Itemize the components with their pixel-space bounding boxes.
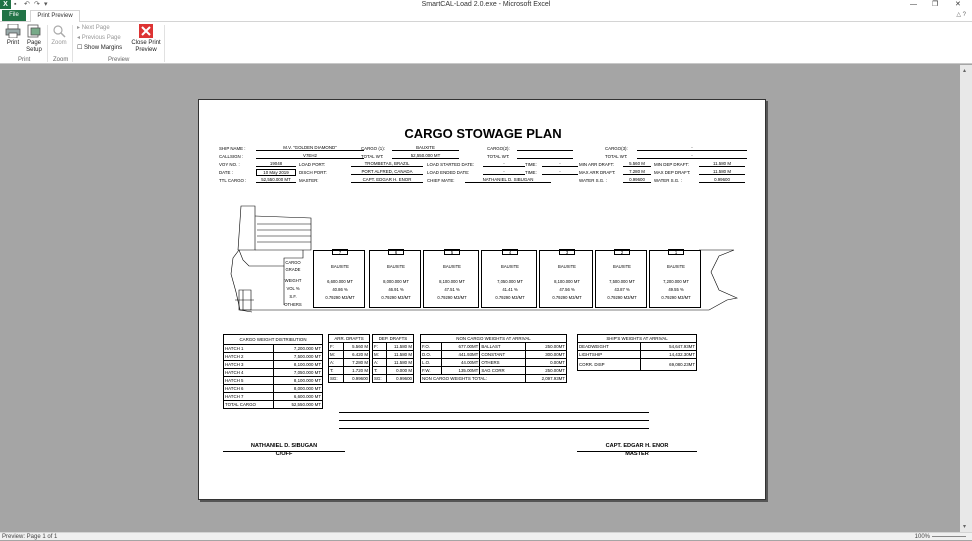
- date-label: DATE :: [219, 170, 233, 175]
- row-label-weight: WEIGHT: [284, 278, 302, 283]
- hold-sf: 0.79290 M3/MT: [495, 295, 525, 300]
- ncw-value: 441.93MT: [441, 351, 480, 359]
- load-ended-label: LOAD ENDED DATE:: [427, 170, 470, 175]
- hold-vol: 46.91 %: [388, 287, 404, 292]
- water-sg-arr-label: WATER S.G. :: [579, 178, 607, 183]
- close-window-button[interactable]: ✕: [955, 1, 961, 8]
- row-label-cargo: CARGO: [285, 260, 301, 265]
- ncw-value: 250.00MT: [526, 367, 567, 375]
- hold-vol: 47.51 %: [444, 287, 460, 292]
- hatch-number: 4: [502, 249, 518, 255]
- ncw-label: F.O.: [421, 343, 442, 351]
- disch-port-value: PORT ALFRED, CANADA: [351, 169, 423, 175]
- total-wt2-label: TOTAL WT:: [487, 154, 510, 159]
- remarks-line: [339, 412, 649, 413]
- cwd-label: HATCH 3: [224, 361, 274, 369]
- min-dep-draft-label: MIN DEP DRAFT:: [654, 162, 689, 167]
- hold-sf: 0.79290 M3/MT: [325, 295, 355, 300]
- close-preview-label-2: Preview: [135, 47, 157, 53]
- load-started-value: -: [483, 161, 525, 167]
- cwd-value: 8,100.000 MT: [274, 361, 323, 369]
- cwd-title: CARGO WEIGHT DISTRIBUTION: [224, 335, 323, 345]
- row-label-vol: VOL %: [286, 286, 300, 291]
- arr-value: 6.420 M: [343, 351, 369, 359]
- voy-value: 19048: [256, 161, 296, 167]
- dep-value: 11.580 M: [386, 359, 413, 367]
- group-separator: [164, 25, 165, 62]
- hold-vol: 47.56 %: [559, 287, 575, 292]
- sw-value: 69,080.23MT: [641, 359, 697, 371]
- title-bar: [0, 0, 972, 9]
- table-row: [421, 343, 567, 351]
- arrival-drafts-table: [328, 334, 370, 383]
- voy-label: VOY NO. :: [219, 162, 240, 167]
- show-margins-checkbox[interactable]: [77, 44, 122, 52]
- callsign-value: V7EH2: [256, 153, 364, 159]
- show-margins-label: Show Margins: [84, 45, 123, 51]
- previous-page-label: Previous Page: [81, 35, 121, 41]
- load-port-label: LOAD PORT:: [299, 162, 326, 167]
- page-setup-label-1: Page: [26, 40, 41, 46]
- hold-vol: 49.55 %: [668, 287, 684, 292]
- zoom-label: Zoom: [51, 40, 67, 46]
- hold-grade: BAUXITE: [613, 264, 631, 269]
- hold-5[interactable]: [423, 250, 479, 308]
- table-row: [578, 343, 697, 351]
- print-button[interactable]: [4, 24, 22, 47]
- ncw-label: L.O.: [421, 359, 442, 367]
- hold-sf: 0.79290 M3/MT: [552, 295, 582, 300]
- arr-value: 1.720 M: [343, 367, 369, 375]
- hatch-number: 6: [388, 249, 404, 255]
- document-title: CARGO STOWAGE PLAN: [404, 126, 562, 141]
- total-wt3-label: TOTAL WT:: [605, 154, 628, 159]
- total-wt3-value: -: [637, 153, 747, 159]
- page-setup-icon: [26, 24, 42, 38]
- dep-value: 11.580 M: [386, 343, 413, 351]
- arr-value: 0.99600: [343, 375, 369, 383]
- next-page-button[interactable]: [77, 24, 110, 32]
- save-icon[interactable]: ▪: [14, 1, 17, 8]
- table-row: [329, 359, 370, 367]
- sw-label: DEADWEIGHT: [578, 343, 641, 351]
- close-preview-label-1: Close Print: [131, 40, 161, 46]
- table-row: [373, 351, 414, 359]
- zoom-slider[interactable]: [932, 536, 966, 537]
- master-label: MASTER:: [299, 178, 319, 183]
- dep-label: SG:: [373, 375, 387, 383]
- ships-weights-table: [577, 334, 697, 371]
- load-port-value: TROMBETAS, BRAZIL: [351, 161, 423, 167]
- ttl-cargo-value: 52,550.000 MT: [256, 177, 296, 183]
- time-ended-label: TIME:: [525, 170, 537, 175]
- tab-file[interactable]: File: [2, 10, 26, 21]
- remarks-line: [339, 428, 649, 429]
- hold-sf: 0.79290 M3/MT: [437, 295, 467, 300]
- hold-4[interactable]: [481, 250, 537, 308]
- cwd-label: HATCH 4: [224, 369, 274, 377]
- dep-value: 0.99600: [386, 375, 413, 383]
- undo-icon[interactable]: ↶: [24, 1, 30, 8]
- row-label-grade: GRADE: [285, 267, 301, 272]
- table-row: [421, 367, 567, 375]
- hold-sf: 0.79290 M3/MT: [607, 295, 637, 300]
- ncw-value: 44.00MT: [441, 359, 480, 367]
- dep-label: T:: [373, 367, 387, 375]
- max-dep-draft-value: 11.580 M: [699, 169, 745, 175]
- arr-label: F:: [329, 343, 344, 351]
- callsign-label: CALLSIGN :: [219, 154, 244, 159]
- table-row: [421, 351, 567, 359]
- ship-name-value: M.V. "GOLDEN DIAMOND": [256, 145, 364, 151]
- min-arr-draft-value: 5.560 M: [623, 161, 651, 167]
- table-row: [578, 351, 697, 359]
- ncw-total-label: NON CARGO WEIGHTS TOTAL:: [421, 375, 526, 383]
- cargo1-value: BAUXITE: [392, 145, 459, 151]
- master-role: MASTER: [625, 451, 649, 457]
- ncw-label: OTHERS: [480, 359, 526, 367]
- arr-title: ARR. DRAFTS: [329, 335, 370, 343]
- water-sg-dep-label: WATER S.G. :: [654, 178, 682, 183]
- status-bar: [0, 532, 972, 540]
- disch-port-label: DISCH PORT:: [299, 170, 327, 175]
- print-label: Print: [6, 40, 20, 46]
- water-sg-arr-value: 0.99600: [623, 177, 651, 183]
- total-wt-value: 52,550.000 MT: [392, 153, 459, 159]
- hatch-number: 1: [668, 249, 684, 255]
- table-row: [329, 343, 370, 351]
- min-dep-draft-value: 11.580 M: [699, 161, 745, 167]
- remarks-line: [339, 420, 649, 421]
- cargo1-label: CARGO (1):: [361, 146, 385, 151]
- table-row: [224, 377, 323, 385]
- group-separator: [47, 25, 48, 62]
- chief-officer-name: NATHANIEL D. SIBUGAN: [250, 443, 318, 449]
- zoom-button[interactable]: [50, 24, 68, 47]
- hold-grade: BAUXITE: [558, 264, 576, 269]
- ncw-label: BALLAST: [480, 343, 526, 351]
- minimize-button[interactable]: —: [910, 1, 917, 8]
- previous-page-icon: ◂: [77, 35, 82, 41]
- arr-value: 7.280 M: [343, 359, 369, 367]
- table-row: [224, 345, 323, 353]
- date-value: 10 May 2019: [256, 169, 296, 176]
- hold-grade: BAUXITE: [387, 264, 405, 269]
- hold-grade: BAUXITE: [443, 264, 461, 269]
- group-label-print: Print: [18, 57, 31, 63]
- dep-title: DEP. DRAFTS: [373, 335, 414, 343]
- master-name: CAPT. EDGAR H. ENOR: [605, 443, 669, 449]
- table-row: [373, 343, 414, 351]
- hold-weight: 7,500.000 MT: [609, 279, 635, 284]
- hold-6[interactable]: [369, 250, 421, 308]
- table-row: [224, 361, 323, 369]
- print-page: [198, 99, 766, 500]
- page-setup-button[interactable]: [25, 24, 43, 54]
- ship-name-label: SHIP NAME :: [219, 146, 246, 151]
- hold-weight: 7,050.000 MT: [497, 279, 523, 284]
- cargo3-label: CARGO(3):: [605, 146, 628, 151]
- row-label-others: OTHERS: [284, 302, 302, 307]
- hold-grade: BAUXITE: [331, 264, 349, 269]
- table-row: [578, 359, 697, 371]
- table-row: [373, 375, 414, 383]
- magnifier-icon: [52, 24, 66, 38]
- hold-weight: 7,200.000 MT: [663, 279, 689, 284]
- restore-button[interactable]: ❐: [932, 1, 939, 8]
- dep-value: 11.580 M: [386, 351, 413, 359]
- cwd-value: 6,600.000 MT: [274, 393, 323, 401]
- page-setup-label-2: Setup: [26, 47, 42, 53]
- excel-app-icon[interactable]: X: [0, 0, 11, 9]
- arr-label: M:: [329, 351, 344, 359]
- table-row: [329, 375, 370, 383]
- ribbon-tab-bar: [0, 9, 972, 22]
- ncw-label: D.O.: [421, 351, 442, 359]
- tab-print-preview[interactable]: Print Preview: [30, 10, 80, 22]
- hold-vol: 41.41 %: [502, 287, 518, 292]
- total-wt-label: TOTAL WT:: [361, 154, 384, 159]
- hold-7[interactable]: [313, 250, 365, 308]
- cwd-label: TOTAL CARGO: [224, 401, 274, 409]
- hold-3[interactable]: [539, 250, 593, 308]
- vertical-scrollbar[interactable]: [960, 65, 972, 532]
- chief-mate-value: NATHANIEL D. SIBUGAN: [465, 177, 551, 183]
- load-started-label: LOAD STARTED DATE:: [427, 162, 475, 167]
- ttl-cargo-label: TTL CARGO :: [219, 178, 247, 183]
- cwd-label: HATCH 2: [224, 353, 274, 361]
- hold-vol: 43.87 %: [614, 287, 630, 292]
- hold-sf: 0.79290 M3/MT: [381, 295, 411, 300]
- dep-value: 0.000 M: [386, 367, 413, 375]
- max-arr-draft-label: MAX ARR DRAFT:: [579, 170, 616, 175]
- hold-weight: 8,100.000 MT: [439, 279, 465, 284]
- hatch-number: 5: [444, 249, 460, 255]
- checkbox-icon: ☐: [77, 45, 85, 51]
- close-preview-icon: [139, 24, 153, 38]
- sw-label: LIGHTSHIP: [578, 351, 641, 359]
- cwd-label: HATCH 1: [224, 345, 274, 353]
- table-row: [373, 367, 414, 375]
- hold-grade: BAUXITE: [501, 264, 519, 269]
- group-label-zoom: Zoom: [53, 57, 69, 63]
- cargo3-value: -: [637, 145, 747, 151]
- arr-label: T:: [329, 367, 344, 375]
- table-row: [224, 385, 323, 393]
- window-title: SmartCAL-Load 2.0.exe - Microsoft Excel: [421, 1, 551, 8]
- table-row: [421, 375, 567, 383]
- ribbon: [0, 22, 972, 64]
- scroll-down-icon[interactable]: ▾: [963, 524, 967, 530]
- dep-label: M:: [373, 351, 387, 359]
- arr-value: 5.560 M: [343, 343, 369, 351]
- quick-access-dropdown-icon[interactable]: ▾: [44, 1, 48, 8]
- departure-drafts-table: [372, 334, 414, 383]
- master-value: CAPT. EDGAR H. ENOR: [351, 177, 423, 183]
- row-label-sf: S.F.: [289, 294, 297, 299]
- ncw-value: 250.00MT: [526, 343, 567, 351]
- table-row: [224, 353, 323, 361]
- cwd-value: 7,200.000 MT: [274, 345, 323, 353]
- table-row: [224, 401, 323, 409]
- scroll-up-icon[interactable]: ▴: [963, 68, 967, 74]
- max-arr-draft-value: 7.280 M: [623, 169, 651, 175]
- cargo-weight-distribution-table: [223, 334, 323, 409]
- hold-grade: BAUXITE: [667, 264, 685, 269]
- hatch-number: 3: [559, 249, 575, 255]
- previous-page-button[interactable]: [77, 34, 121, 42]
- hold-weight: 6,600.000 MT: [327, 279, 353, 284]
- table-row: [373, 359, 414, 367]
- ncw-value: 300.00MT: [526, 351, 567, 359]
- time-started-label: TIME:: [525, 162, 537, 167]
- group-label-preview: Preview: [108, 57, 130, 63]
- dep-label: A:: [373, 359, 387, 367]
- dep-label: F:: [373, 343, 387, 351]
- cwd-label: HATCH 6: [224, 385, 274, 393]
- cargo2-label: CARGO(2):: [487, 146, 510, 151]
- table-row: [329, 351, 370, 359]
- hold-vol: 40.86 %: [332, 287, 348, 292]
- cwd-value: 52,550.000 MT: [274, 401, 323, 409]
- non-cargo-weights-table: [420, 334, 567, 383]
- load-ended-value: -: [483, 169, 525, 175]
- table-row: [224, 369, 323, 377]
- ncw-label: SAG CORR: [480, 367, 526, 375]
- cwd-value: 7,050.000 MT: [274, 369, 323, 377]
- ncw-total-value: 2,097.93MT: [526, 375, 567, 383]
- cwd-value: 8,100.000 MT: [274, 377, 323, 385]
- hold-1[interactable]: [649, 250, 701, 308]
- hatch-number: 2: [614, 249, 630, 255]
- hatch-number: 7: [332, 249, 348, 255]
- sw-title: SHIP'S WEIGHTS AT ARRIVAL: [578, 335, 697, 343]
- hold-weight: 8,000.000 MT: [383, 279, 409, 284]
- max-dep-draft-label: MAX DEP DRAFT:: [654, 170, 691, 175]
- time-started-value: -: [542, 161, 578, 167]
- group-separator: [72, 25, 73, 62]
- ncw-value: 135.00MT: [441, 367, 480, 375]
- chief-officer-role: C/OFF: [275, 451, 293, 457]
- close-print-preview-button[interactable]: [130, 24, 162, 54]
- sw-value: 54,647.93MT: [641, 343, 697, 351]
- cwd-value: 7,500.000 MT: [274, 353, 323, 361]
- water-sg-dep-value: 0.99600: [699, 177, 745, 183]
- hold-2[interactable]: [595, 250, 647, 308]
- min-arr-draft-label: MIN ARR DRAFT:: [579, 162, 614, 167]
- status-preview-text: Preview: Page 1 of 1: [2, 534, 58, 540]
- table-row: [329, 367, 370, 375]
- next-page-icon: ▸: [77, 25, 82, 31]
- ncw-label: CONSTANT: [480, 351, 526, 359]
- cwd-label: HATCH 5: [224, 377, 274, 385]
- sw-label: CORR. DISP: [578, 359, 641, 371]
- arr-label: SG:: [329, 375, 344, 383]
- sw-value: 14,432.30MT: [641, 351, 697, 359]
- hold-weight: 8,100.000 MT: [554, 279, 580, 284]
- table-row: [224, 393, 323, 401]
- hold-sf: 0.79290 M3/MT: [661, 295, 691, 300]
- ncw-value: 677.00MT: [441, 343, 480, 351]
- help-icon[interactable]: △ ?: [956, 12, 966, 18]
- cwd-label: HATCH 7: [224, 393, 274, 401]
- redo-icon[interactable]: ↷: [34, 1, 40, 8]
- arr-label: A:: [329, 359, 344, 367]
- ncw-label: F.W.: [421, 367, 442, 375]
- ncw-value: 0.00MT: [526, 359, 567, 367]
- zoom-level: 100%: [914, 534, 930, 540]
- printer-icon: [5, 24, 21, 38]
- cwd-value: 8,000.000 MT: [274, 385, 323, 393]
- table-row: [421, 359, 567, 367]
- time-ended-value: -: [542, 169, 578, 175]
- next-page-label: Next Page: [81, 25, 110, 31]
- ncw-title: NON CARGO WEIGHTS AT ARRIVAL: [421, 335, 567, 343]
- chief-mate-label: CHIEF MATE:: [427, 178, 455, 183]
